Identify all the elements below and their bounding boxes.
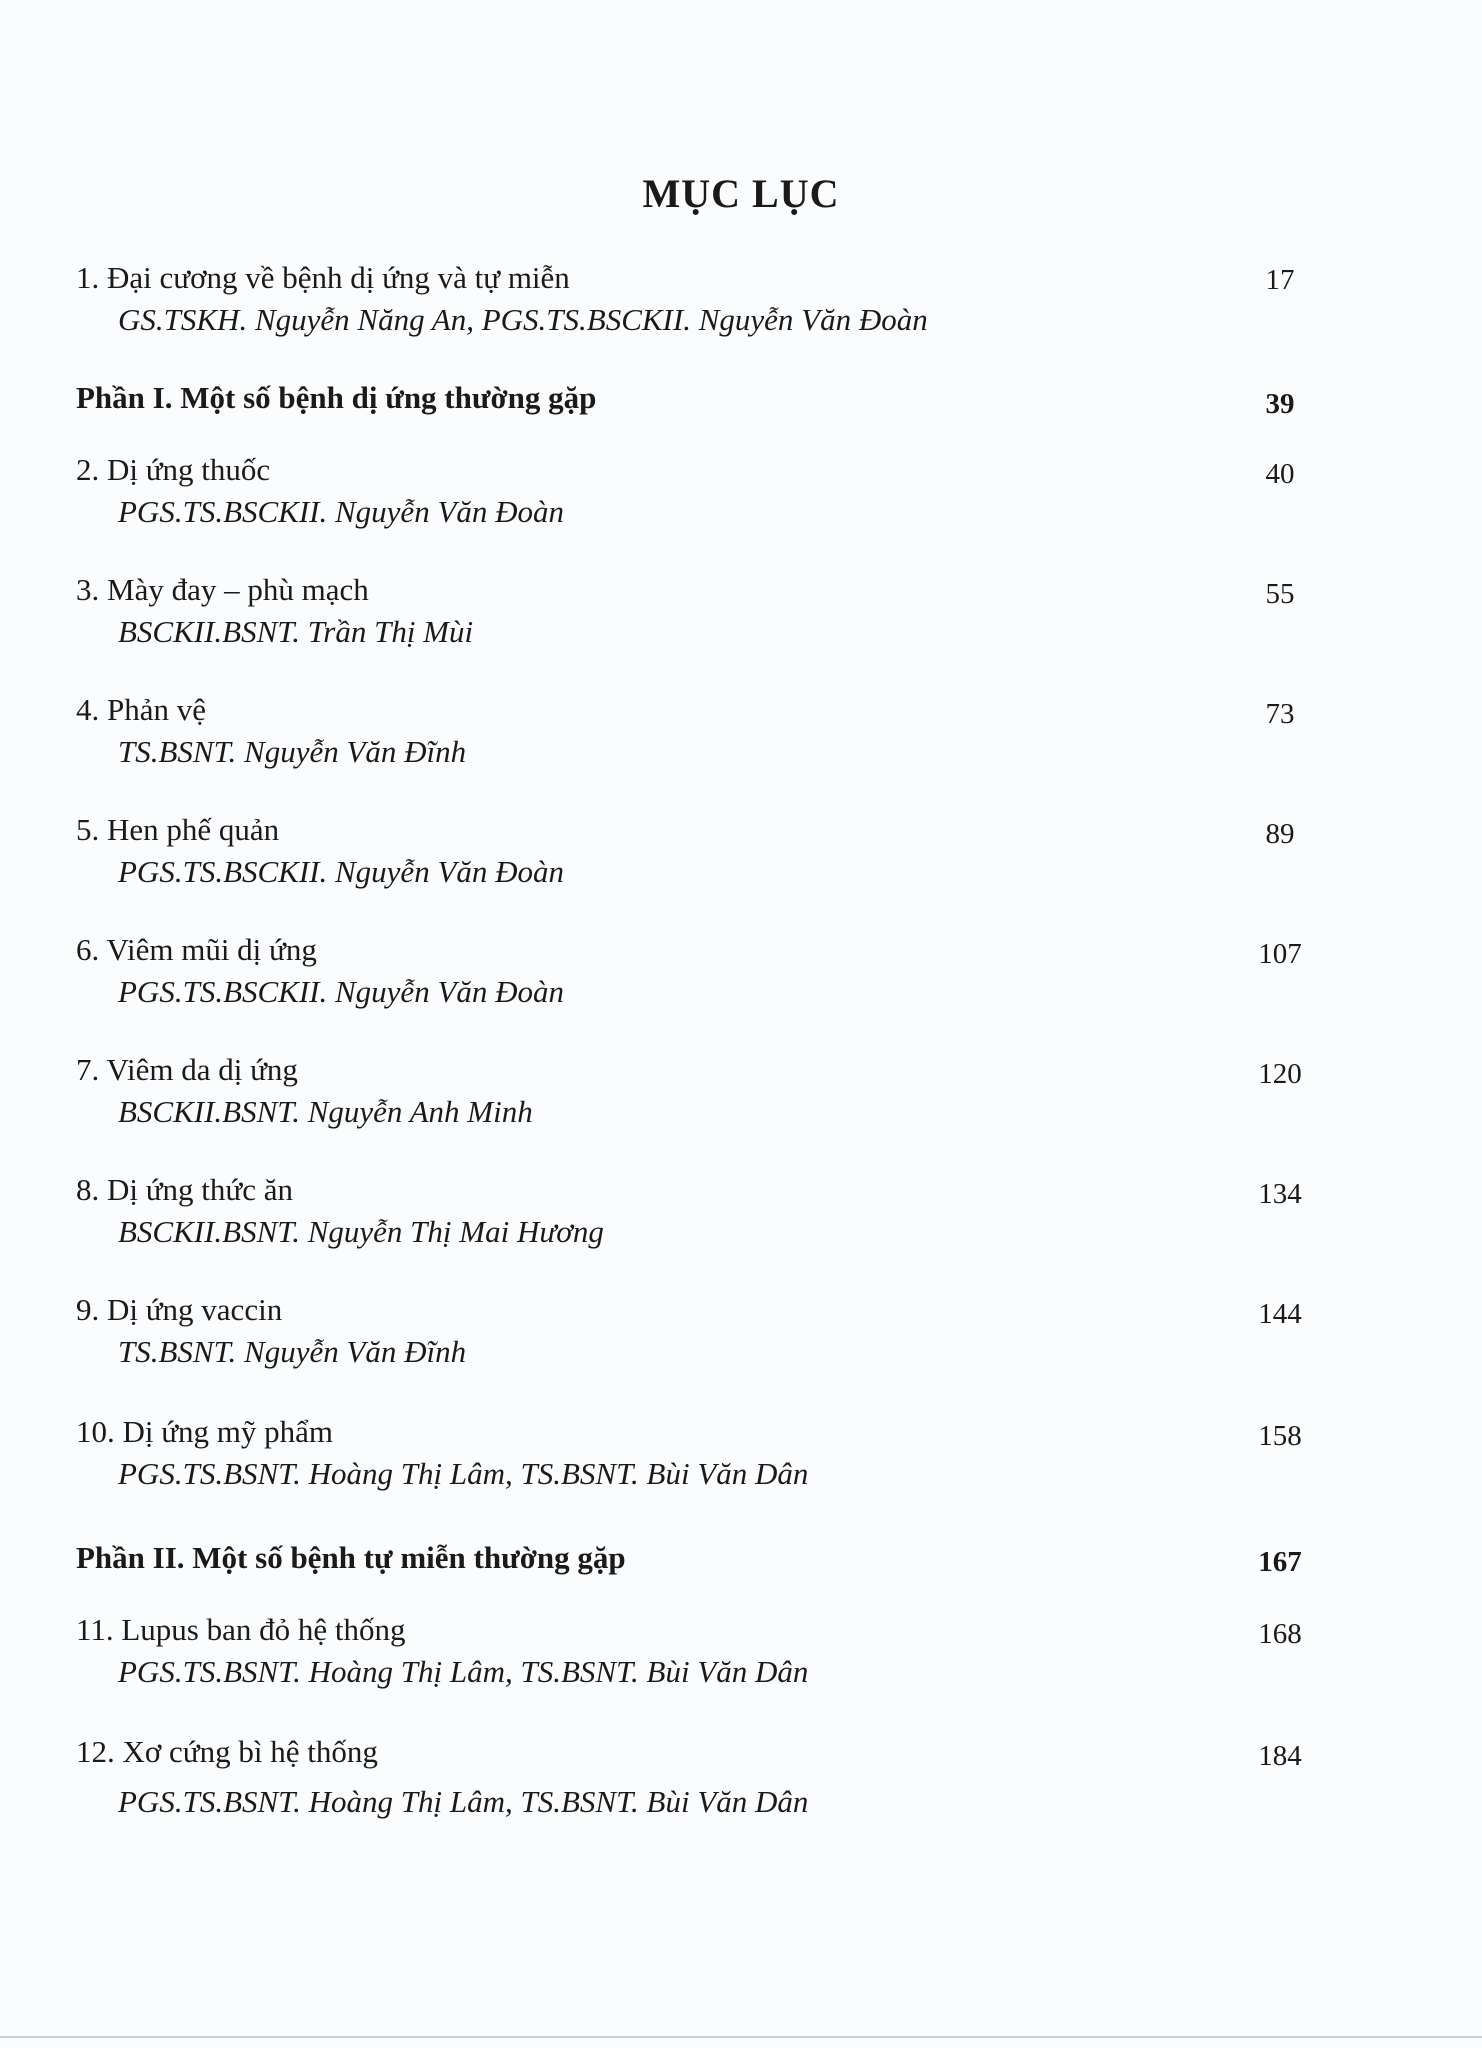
toc-entry-page: 168: [1258, 1618, 1302, 1650]
toc-entry-title: 8. Dị ứng thức ăn: [76, 1172, 293, 1207]
toc-entry-title: 11. Lupus ban đỏ hệ thống: [76, 1612, 406, 1647]
toc-entry-title: 7. Viêm da dị ứng: [76, 1052, 298, 1087]
part-title: Phần II. Một số bệnh tự miễn thường gặp: [76, 1540, 626, 1575]
toc-entry-title: 12. Xơ cứng bì hệ thống: [76, 1734, 378, 1769]
toc-entry-page: 184: [1258, 1740, 1302, 1772]
toc-entry-title: 6. Viêm mũi dị ứng: [76, 932, 317, 967]
toc-entry-page: 144: [1258, 1298, 1302, 1330]
part-page: 167: [1258, 1546, 1302, 1578]
toc-entry-page: 107: [1258, 938, 1302, 970]
toc-entry-author: PGS.TS.BSNT. Hoàng Thị Lâm, TS.BSNT. Bùi Văn Dân: [118, 1456, 809, 1491]
page-title: MỤC LỤC: [642, 171, 840, 216]
toc-entry-author: PGS.TS.BSNT. Hoàng Thị Lâm, TS.BSNT. Bùi Văn Dân: [118, 1654, 809, 1689]
toc-entry-author: PGS.TS.BSCKII. Nguyễn Văn Đoàn: [118, 494, 565, 529]
toc-entry-page: 40: [1265, 458, 1295, 490]
toc-entry-page: 73: [1265, 698, 1295, 730]
toc-entry-author: PGS.TS.BSCKII. Nguyễn Văn Đoàn: [118, 974, 565, 1009]
toc-entry-author: PGS.TS.BSCKII. Nguyễn Văn Đoàn: [118, 854, 565, 889]
toc-entry-page: 158: [1258, 1420, 1302, 1452]
toc-entry-page: 134: [1258, 1178, 1302, 1210]
toc-entry-author: PGS.TS.BSNT. Hoàng Thị Lâm, TS.BSNT. Bùi Văn Dân: [118, 1784, 809, 1819]
toc-entry-title: 3. Mày đay – phù mạch: [76, 572, 369, 607]
part-title: Phần I. Một số bệnh dị ứng thường gặp: [76, 380, 597, 415]
toc-entry-page: 120: [1258, 1058, 1302, 1090]
toc-entry-author: GS.TSKH. Nguyễn Năng An, PGS.TS.BSCKII. Nguyễn Văn Đoàn: [118, 302, 928, 337]
toc-entry-title: 9. Dị ứng vaccin: [76, 1292, 283, 1327]
toc-entry-title: 1. Đại cương về bệnh dị ứng và tự miễn: [76, 260, 570, 295]
toc-entry-author: BSCKII.BSNT. Trần Thị Mùi: [118, 614, 474, 649]
toc-entry-author: TS.BSNT. Nguyễn Văn Đĩnh: [118, 734, 467, 769]
toc-entry-page: 55: [1265, 578, 1295, 610]
toc-entry-author: BSCKII.BSNT. Nguyễn Anh Minh: [118, 1094, 533, 1129]
toc-entry-title: 4. Phản vệ: [76, 692, 207, 727]
toc-entry-page: 89: [1265, 818, 1295, 850]
page-edge-divider: [0, 2036, 1482, 2038]
toc-entry-author: TS.BSNT. Nguyễn Văn Đĩnh: [118, 1334, 467, 1369]
toc-entry-title: 2. Dị ứng thuốc: [76, 452, 271, 487]
toc-entry-title: 5. Hen phế quản: [76, 812, 280, 847]
toc-entry-author: BSCKII.BSNT. Nguyễn Thị Mai Hương: [118, 1214, 604, 1249]
toc-entry-title: 10. Dị ứng mỹ phẩm: [76, 1414, 334, 1449]
toc-entry-page: 17: [1265, 264, 1295, 296]
part-page: 39: [1265, 388, 1295, 420]
